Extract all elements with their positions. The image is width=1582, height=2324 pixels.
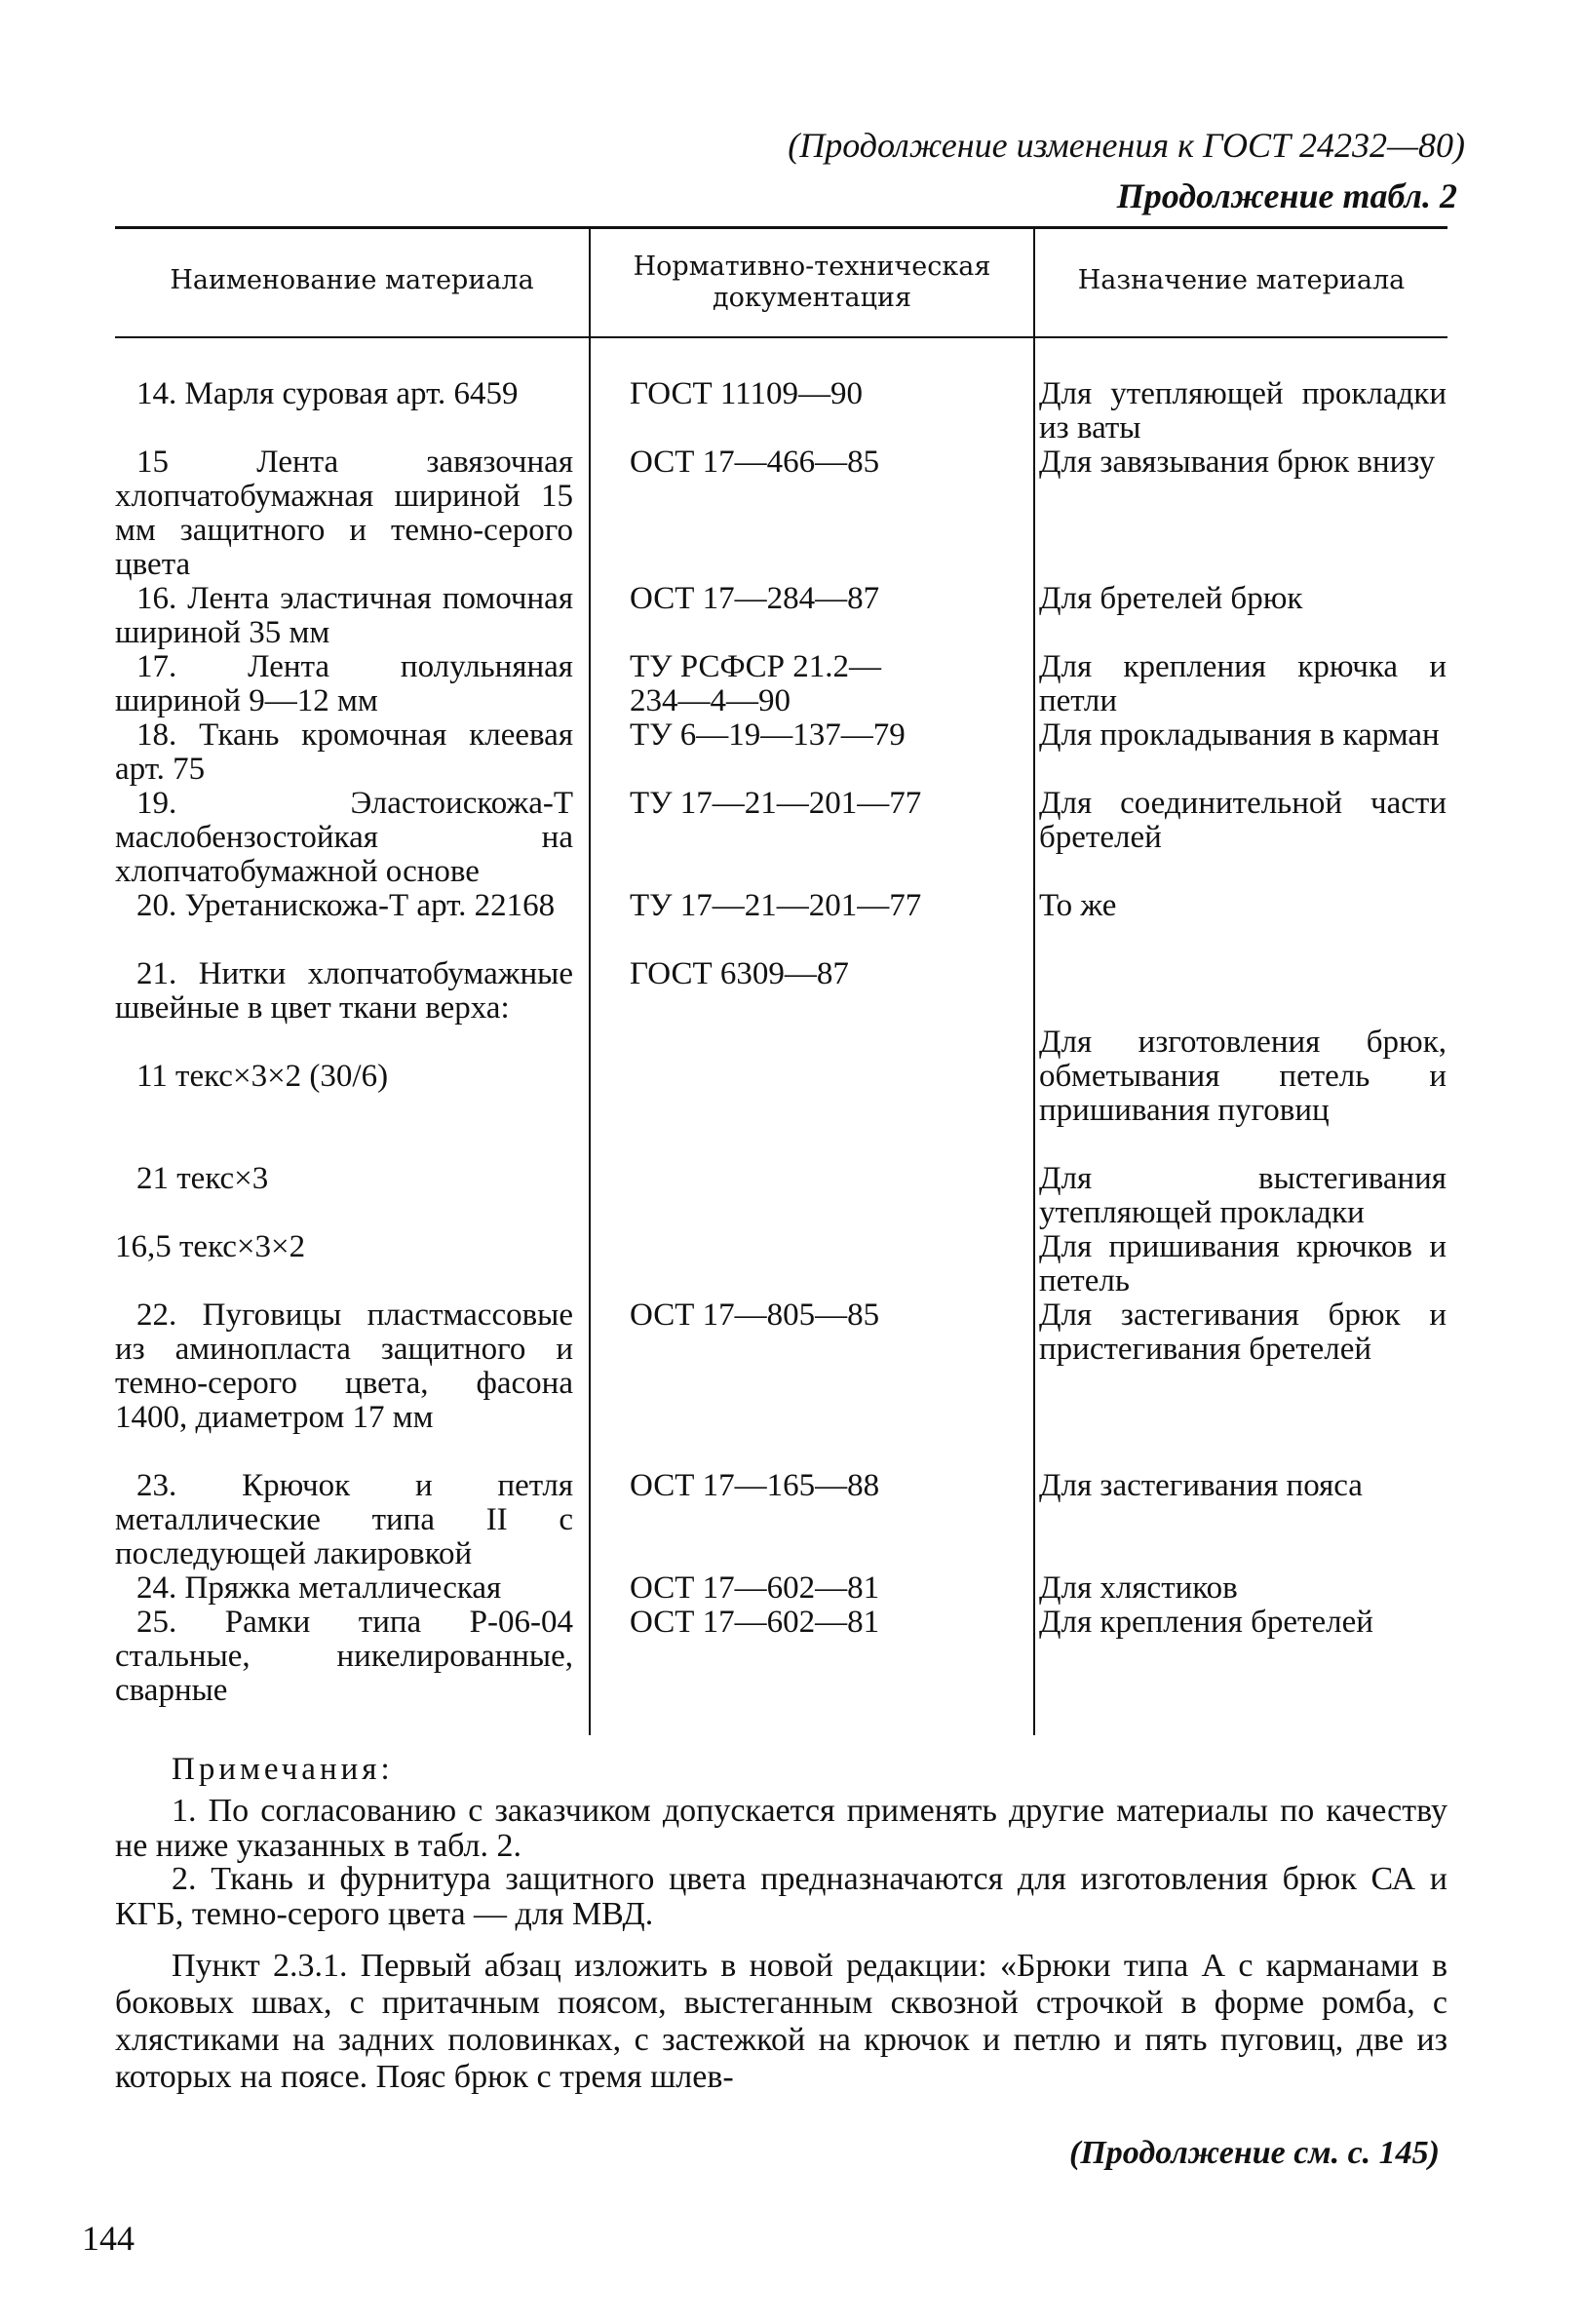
material-name: 19. Эластоискожа-Т маслобензостойкая на хлопчатобумажной основе xyxy=(115,786,573,889)
material-name: 16. Лента эластичная помочная шириной 35 мм xyxy=(115,581,573,650)
material-doc: ОСТ 17—602—81 xyxy=(630,1570,880,1606)
material-doc: ОСТ 17—466—85 xyxy=(630,445,880,480)
material-use: Для соединительной части бретелей xyxy=(1039,786,1447,855)
column-header-material: Наименование материала xyxy=(170,265,534,295)
material-doc: ТУ РСФСР 21.2—234—4—90 xyxy=(630,649,881,718)
material-name: 20. Уретанискожа-Т арт. 22168 xyxy=(136,888,556,923)
material-name: 17. Лента полульняная шириной 9—12 мм xyxy=(115,649,573,718)
thread-spec: 21 текс×3 xyxy=(136,1161,269,1196)
material-doc: ГОСТ 6309—87 xyxy=(630,956,849,991)
material-doc: ТУ 6—19—137—79 xyxy=(630,717,906,753)
material-name: 21. Нитки хлопчатобумажные швейные в цвет ткани верха: xyxy=(115,956,573,1026)
material-use: Для застегивания брюк и пристегивания бретелей xyxy=(1039,1298,1447,1367)
material-doc: ТУ 17—21—201—77 xyxy=(630,786,922,821)
material-doc: ОСТ 17—284—87 xyxy=(630,581,880,616)
material-name: 14. Марля суровая арт. 6459 xyxy=(136,376,519,411)
column-divider-1 xyxy=(589,226,591,1735)
change-continuation-header: (Продолжение изменения к ГОСТ 24232—80) xyxy=(788,126,1465,165)
column-header-purpose: Назначение материала xyxy=(1077,265,1406,295)
column-divider-2 xyxy=(1033,226,1035,1735)
material-use: Для крепления бретелей xyxy=(1039,1605,1373,1640)
page-continuation-note: (Продолжение см. с. 145) xyxy=(1069,2135,1440,2171)
material-use: Для выстегивания утепляющей прокладки xyxy=(1039,1161,1447,1230)
material-use: Для хлястиков xyxy=(1039,1570,1238,1606)
material-use: Для застегивания пояса xyxy=(1039,1468,1363,1503)
material-doc: ТУ 17—21—201—77 xyxy=(630,888,922,923)
material-name: 24. Пряжка металлическая xyxy=(136,1570,502,1606)
material-use: То же xyxy=(1039,888,1117,923)
thread-spec: 16,5 текс×3×2 xyxy=(115,1229,306,1264)
note-2: 2. Ткань и фурнитура защитного цвета предназначаются для изготовления брюк СА и КГБ, темно-серого цвета — для МВД. xyxy=(115,1861,1447,1932)
material-doc: ГОСТ 11109—90 xyxy=(630,376,863,411)
material-doc: ОСТ 17—602—81 xyxy=(630,1605,880,1640)
material-use: Для прокладывания в карман xyxy=(1039,717,1440,753)
table-header-rule xyxy=(115,336,1447,338)
note-1: 1. По согласованию с заказчиком допускается применять другие материалы по качеству не ниже указанных в табл. 2. xyxy=(115,1793,1447,1864)
material-name: 22. Пуговицы пластмассовые из аминопласта защитного и темно-серого цвета, фасона 1400, диаметром 17 мм xyxy=(115,1298,573,1435)
material-doc: ОСТ 17—165—88 xyxy=(630,1468,880,1503)
material-name: 23. Крючок и петля металлические типа II с последующей лакировкой xyxy=(115,1468,573,1571)
column-header-documentation: Нормативно-техническая документация xyxy=(633,252,991,313)
material-name: 25. Рамки типа Р-06-04 стальные, никелированные, сварные xyxy=(115,1605,573,1708)
thread-spec: 11 текс×3×2 (30/6) xyxy=(136,1059,389,1094)
material-name: 18. Ткань кромочная клеевая арт. 75 xyxy=(115,717,573,787)
material-use: Для крепления крючка и петли xyxy=(1039,649,1447,718)
table-continuation-header: Продолжение табл. 2 xyxy=(1116,176,1457,215)
material-use: Для бретелей брюк xyxy=(1039,581,1303,616)
material-use: Для изготовления брюк, обметывания петель и пришивания пуговиц xyxy=(1039,1025,1447,1128)
material-use: Для утепляющей прокладки из ваты xyxy=(1039,376,1447,445)
table-top-rule xyxy=(115,226,1447,229)
page-number: 144 xyxy=(82,2219,135,2258)
material-doc: ОСТ 17—805—85 xyxy=(630,1298,880,1333)
material-use: Для пришивания крючков и петель xyxy=(1039,1229,1447,1298)
amendment-paragraph: Пункт 2.3.1. Первый абзац изложить в новой редакции: «Брюки типа А с карманами в боковых швах, с притачным поясом, выстеганным сквозной строчкой в форме ромба, с хлястиками на задних половинках, с застежкой на крючок и петлю и пять пуговиц, две из которых на поясе. Пояс брюк с тремя шлев- xyxy=(115,1948,1447,2095)
notes-title: Примечания: xyxy=(172,1752,394,1787)
material-use: Для завязывания брюк внизу xyxy=(1039,445,1436,480)
material-name: 15 Лента завязочная хлопчатобумажная шириной 15 мм защитного и темно-серого цвета xyxy=(115,445,573,582)
